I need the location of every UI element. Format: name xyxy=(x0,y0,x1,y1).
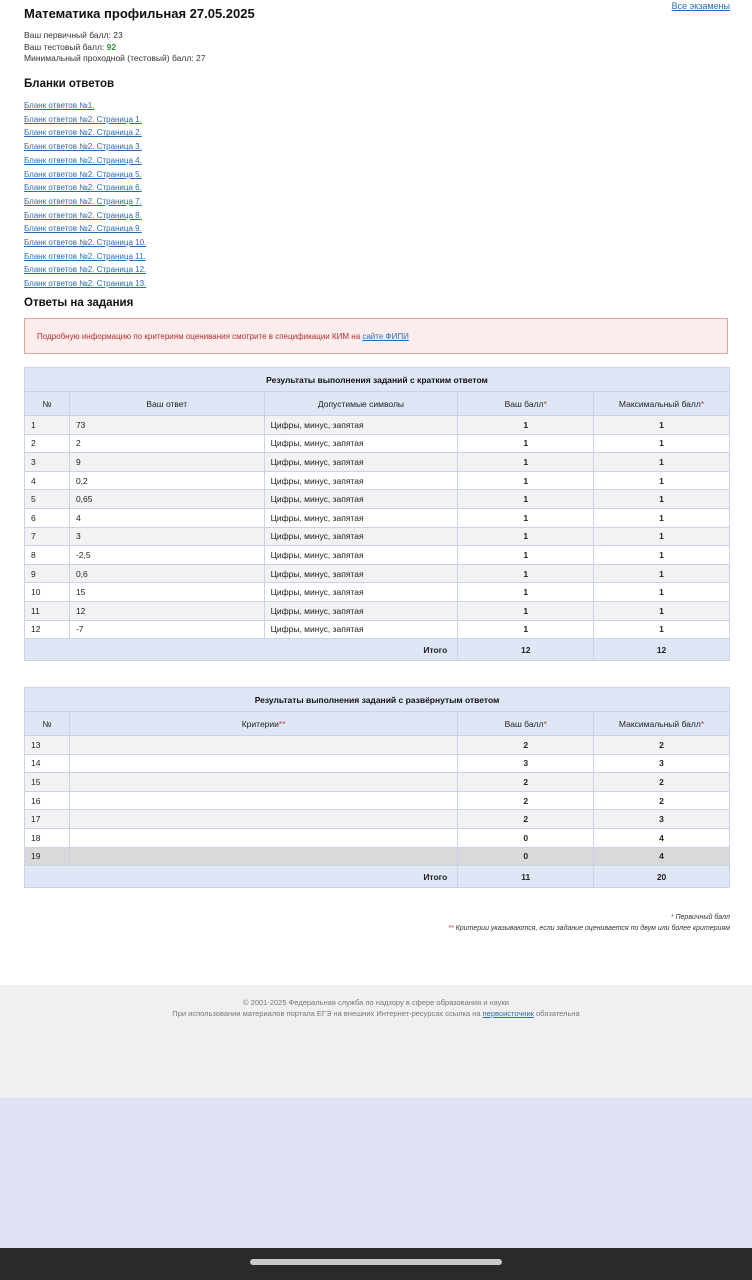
table-row xyxy=(25,508,730,527)
long-table-body xyxy=(25,736,730,866)
short-table-caption: Результаты выполнения заданий с кратким ответом xyxy=(25,368,730,392)
your-score: 1 xyxy=(458,434,594,453)
your-answer: 2 xyxy=(69,434,264,453)
col-your-score: Ваш балл* xyxy=(458,712,594,736)
answers-title: Ответы на задания xyxy=(24,297,134,309)
task-number: 8 xyxy=(25,546,70,565)
total-score: 12 xyxy=(458,639,594,661)
your-answer: -2,5 xyxy=(69,546,264,565)
max-score: 2 xyxy=(594,791,730,810)
max-score: 1 xyxy=(594,434,730,453)
max-score: 1 xyxy=(594,620,730,639)
your-answer: 0,6 xyxy=(69,564,264,583)
allowed-symbols: Цифры, минус, запятая xyxy=(264,490,458,509)
table-row xyxy=(25,453,730,472)
your-score: 2 xyxy=(458,810,594,829)
test-score xyxy=(24,42,205,54)
score-summary xyxy=(24,30,205,65)
your-score: 1 xyxy=(458,583,594,602)
your-answer: 9 xyxy=(69,453,264,472)
max-score: 1 xyxy=(594,601,730,620)
long-answer-table xyxy=(24,687,730,888)
table-row xyxy=(25,601,730,620)
max-score: 2 xyxy=(594,773,730,792)
task-number: 13 xyxy=(25,736,70,755)
blank-link[interactable]: Бланк ответов №2. Страница 11. xyxy=(24,251,146,261)
max-score: 1 xyxy=(594,564,730,583)
allowed-symbols: Цифры, минус, запятая xyxy=(264,453,458,472)
your-score: 1 xyxy=(458,620,594,639)
blank-link[interactable]: Бланк ответов №2. Страница 5. xyxy=(24,169,142,179)
allowed-symbols: Цифры, минус, запятая xyxy=(264,527,458,546)
col-number: № xyxy=(25,712,70,736)
allowed-symbols: Цифры, минус, запятая xyxy=(264,416,458,435)
col-max-score: Максимальный балл* xyxy=(594,712,730,736)
criteria xyxy=(69,828,457,847)
task-number: 18 xyxy=(25,828,70,847)
task-number: 7 xyxy=(25,527,70,546)
max-score: 3 xyxy=(594,754,730,773)
footer-copyright: © 2001-2025 Федеральная служба по надзору в сфере образования и науки xyxy=(243,998,509,1007)
task-number: 12 xyxy=(25,620,70,639)
max-score: 1 xyxy=(594,583,730,602)
task-number: 4 xyxy=(25,471,70,490)
your-answer: 3 xyxy=(69,527,264,546)
task-number: 6 xyxy=(25,508,70,527)
allowed-symbols: Цифры, минус, запятая xyxy=(264,583,458,602)
allowed-symbols: Цифры, минус, запятая xyxy=(264,546,458,565)
table-row xyxy=(25,810,730,829)
task-number: 2 xyxy=(25,434,70,453)
blank-link[interactable]: Бланк ответов №2. Страница 7. xyxy=(24,196,142,206)
blank-link[interactable]: Бланк ответов №2. Страница 3. xyxy=(24,142,142,152)
table-row xyxy=(25,620,730,639)
short-answer-table xyxy=(24,367,730,661)
fipi-link[interactable]: сайте ФИПИ xyxy=(362,332,409,341)
footer xyxy=(0,985,752,1098)
max-score: 1 xyxy=(594,471,730,490)
empty-background xyxy=(0,1098,752,1248)
task-number: 14 xyxy=(25,754,70,773)
your-answer: -7 xyxy=(69,620,264,639)
your-answer: 0,2 xyxy=(69,471,264,490)
your-answer: 4 xyxy=(69,508,264,527)
blank-link[interactable]: Бланк ответов №2. Страница 2. xyxy=(24,128,142,138)
total-label: Итого xyxy=(25,866,458,888)
table-row xyxy=(25,416,730,435)
table-row xyxy=(25,583,730,602)
col-number: № xyxy=(25,392,70,416)
blank-link[interactable]: Бланк ответов №1. xyxy=(24,101,95,110)
criteria xyxy=(69,791,457,810)
col-your-answer: Ваш ответ xyxy=(69,392,264,416)
your-answer: 15 xyxy=(69,583,264,602)
home-indicator[interactable] xyxy=(250,1259,502,1265)
table-row xyxy=(25,736,730,755)
col-allowed-symbols: Допустимые символы xyxy=(264,392,458,416)
table-row xyxy=(25,754,730,773)
blank-link[interactable]: Бланк ответов №2. Страница 13. xyxy=(24,279,147,289)
your-score: 2 xyxy=(458,791,594,810)
your-score: 2 xyxy=(458,736,594,755)
your-score: 1 xyxy=(458,546,594,565)
blank-link[interactable]: Бланк ответов №2. Страница 4. xyxy=(24,155,142,165)
blank-link[interactable]: Бланк ответов №2. Страница 10. xyxy=(24,238,147,248)
total-max: 12 xyxy=(594,639,730,661)
footer-notice: При использовании материалов портала ЕГЭ на внешних Интернет-ресурсах ссылка на первоисточник обязательна xyxy=(172,1008,580,1018)
short-table-body xyxy=(25,416,730,639)
your-score: 0 xyxy=(458,847,594,866)
your-score: 1 xyxy=(458,564,594,583)
your-score: 3 xyxy=(458,754,594,773)
your-score: 1 xyxy=(458,508,594,527)
max-score: 4 xyxy=(594,847,730,866)
task-number: 17 xyxy=(25,810,70,829)
blank-link[interactable]: Бланк ответов №2. Страница 6. xyxy=(24,183,142,193)
max-score: 1 xyxy=(594,508,730,527)
task-number: 9 xyxy=(25,564,70,583)
task-number: 1 xyxy=(25,416,70,435)
criteria xyxy=(69,810,457,829)
allowed-symbols: Цифры, минус, запятая xyxy=(264,508,458,527)
max-score: 3 xyxy=(594,810,730,829)
table-row xyxy=(25,791,730,810)
long-total-row xyxy=(25,866,730,888)
your-score: 1 xyxy=(458,527,594,546)
criteria xyxy=(69,736,457,755)
your-score: 1 xyxy=(458,471,594,490)
max-score: 1 xyxy=(594,527,730,546)
your-score: 1 xyxy=(458,490,594,509)
col-criteria: Критерии** xyxy=(69,712,457,736)
allowed-symbols: Цифры, минус, запятая xyxy=(264,620,458,639)
table-row xyxy=(25,828,730,847)
footnotes xyxy=(448,912,730,934)
allowed-symbols: Цифры, минус, запятая xyxy=(264,434,458,453)
table-row xyxy=(25,847,730,866)
total-max: 20 xyxy=(594,866,730,888)
alert-text: Подробную информацию по критериям оценивания смотрите в спецификации КИМ на xyxy=(37,332,363,341)
task-number: 16 xyxy=(25,791,70,810)
your-answer: 0,65 xyxy=(69,490,264,509)
criteria xyxy=(69,754,457,773)
long-table-caption: Результаты выполнения заданий с развёрнутым ответом xyxy=(25,688,730,712)
your-score: 1 xyxy=(458,416,594,435)
system-navigation-bar xyxy=(0,1248,752,1280)
criteria-alert xyxy=(24,318,728,354)
total-label: Итого xyxy=(25,639,458,661)
your-answer: 12 xyxy=(69,601,264,620)
blanks-list xyxy=(24,99,146,291)
table-row xyxy=(25,490,730,509)
source-link[interactable]: первоисточник xyxy=(482,1008,534,1018)
your-score: 0 xyxy=(458,828,594,847)
primary-score: Ваш первичный балл: 23 xyxy=(24,30,123,40)
max-score: 1 xyxy=(594,490,730,509)
total-score: 11 xyxy=(458,866,594,888)
task-number: 15 xyxy=(25,773,70,792)
test-score-value: 92 xyxy=(106,41,117,52)
blank-link[interactable]: Бланк ответов №2. Страница 1. xyxy=(24,114,142,124)
short-total-row xyxy=(25,639,730,661)
allowed-symbols: Цифры, минус, запятая xyxy=(264,564,458,583)
allowed-symbols: Цифры, минус, запятая xyxy=(264,471,458,490)
task-number: 19 xyxy=(25,847,70,866)
blank-link[interactable]: Бланк ответов №2. Страница 12. xyxy=(24,265,147,275)
table-row xyxy=(25,527,730,546)
blank-link[interactable]: Бланк ответов №2. Страница 8. xyxy=(24,210,142,220)
col-your-score: Ваш балл* xyxy=(458,392,594,416)
table-row xyxy=(25,773,730,792)
max-score: 1 xyxy=(594,416,730,435)
task-number: 5 xyxy=(25,490,70,509)
your-answer: 73 xyxy=(69,416,264,435)
task-number: 3 xyxy=(25,453,70,472)
criteria xyxy=(69,773,457,792)
col-max-score: Максимальный балл* xyxy=(594,392,730,416)
min-score: Минимальный проходной (тестовый) балл: 27 xyxy=(24,53,206,63)
all-exams-link[interactable]: Все экзамены xyxy=(671,1,730,11)
max-score: 2 xyxy=(594,736,730,755)
footnote-criteria: ** Критерии указываются, если задание оценивается по двум или более критериям xyxy=(448,925,730,932)
criteria xyxy=(69,847,457,866)
test-score-label: Ваш тестовый балл: xyxy=(24,41,107,52)
footnote-primary: * Первичный балл xyxy=(670,914,730,921)
your-score: 2 xyxy=(458,773,594,792)
max-score: 1 xyxy=(594,546,730,565)
page-title: Математика профильная 27.05.2025 xyxy=(24,6,255,21)
max-score: 1 xyxy=(594,453,730,472)
task-number: 10 xyxy=(25,583,70,602)
task-number: 11 xyxy=(25,601,70,620)
allowed-symbols: Цифры, минус, запятая xyxy=(264,601,458,620)
your-score: 1 xyxy=(458,601,594,620)
blank-link[interactable]: Бланк ответов №2. Страница 9. xyxy=(24,224,142,234)
table-row xyxy=(25,471,730,490)
table-row xyxy=(25,434,730,453)
table-row xyxy=(25,564,730,583)
your-score: 1 xyxy=(458,453,594,472)
table-row xyxy=(25,546,730,565)
blanks-title: Бланки ответов xyxy=(24,78,115,90)
max-score: 4 xyxy=(594,828,730,847)
